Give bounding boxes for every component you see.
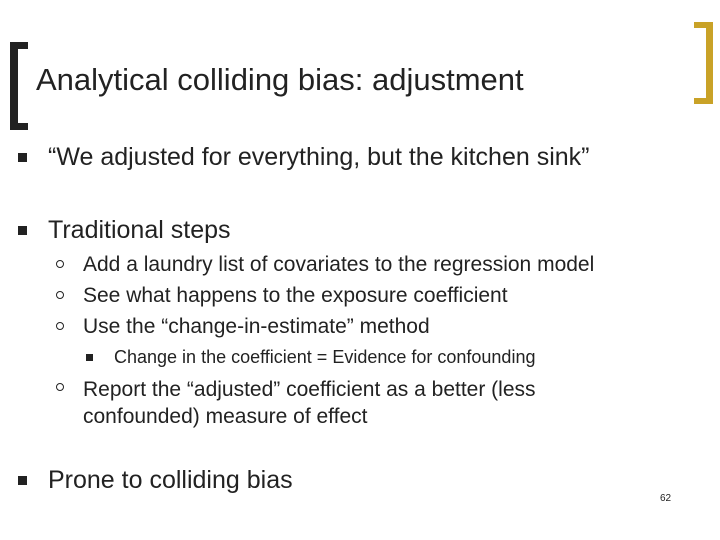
left-bracket-top (10, 42, 28, 49)
square-bullet-icon (18, 476, 27, 485)
sub-bullet-text-line: Report the “adjusted” coefficient as a better (less (83, 378, 536, 401)
bullet-text: Prone to colliding bias (48, 466, 293, 494)
sub-bullet-text: Use the “change-in-estimate” method (83, 315, 430, 338)
sub-bullet-item (56, 315, 430, 339)
sub-bullet-text: See what happens to the exposure coefficient (83, 284, 508, 307)
ring-bullet-icon (56, 383, 64, 391)
square-bullet-icon (86, 354, 93, 361)
left-bracket-decoration (10, 42, 18, 130)
sub-sub-bullet-item (86, 347, 535, 368)
sub-bullet-text-line: confounded) measure of effect (83, 405, 368, 428)
left-bracket-bottom (10, 123, 28, 130)
sub-sub-bullet-text: Change in the coefficient = Evidence for confounding (114, 347, 536, 367)
bullet-text: Traditional steps (48, 216, 231, 244)
sub-bullet-item (56, 253, 594, 277)
square-bullet-icon (18, 226, 27, 235)
square-bullet-icon (18, 153, 27, 162)
sub-bullet-text (83, 376, 536, 430)
sub-bullet-text: Add a laundry list of covariates to the regression model (83, 253, 595, 276)
bullet-text: “We adjusted for everything, but the kitchen sink” (48, 143, 590, 171)
slide-title: Analytical colliding bias: adjustment (36, 62, 524, 97)
ring-bullet-icon (56, 322, 64, 330)
bullet-item (18, 466, 293, 495)
sub-bullet-item (56, 284, 508, 308)
sub-bullet-item (56, 376, 536, 430)
ring-bullet-icon (56, 291, 64, 299)
right-bracket-decoration (706, 22, 713, 104)
bullet-item (18, 143, 589, 172)
bullet-item (18, 216, 231, 245)
right-bracket-bottom (694, 98, 713, 104)
ring-bullet-icon (56, 260, 64, 268)
right-bracket-top (694, 22, 713, 28)
page-number: 62 (660, 493, 672, 504)
